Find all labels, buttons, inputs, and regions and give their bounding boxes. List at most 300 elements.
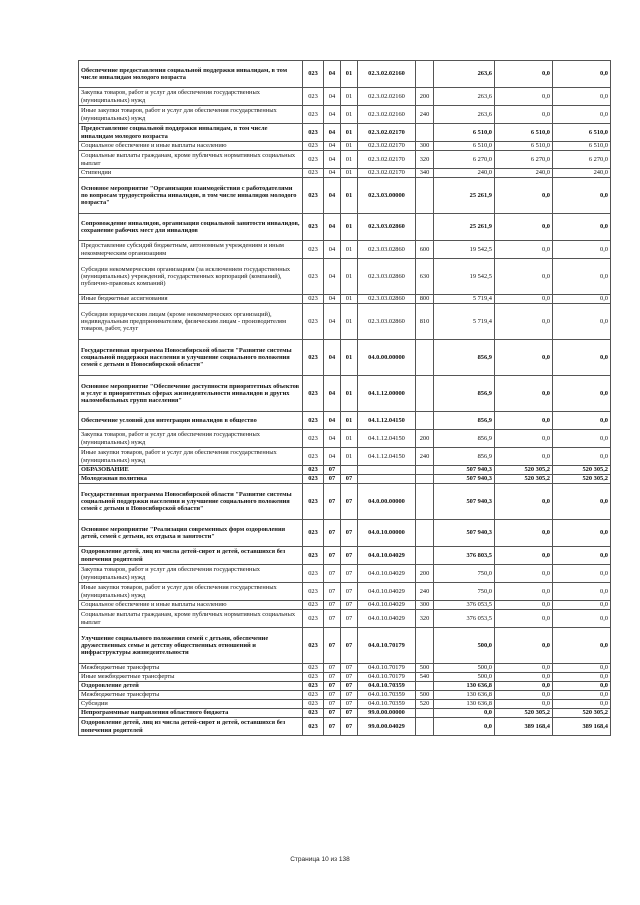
- row-target-article: 02.3.03.00000: [358, 178, 416, 214]
- row-name: Субсидии некоммерческим организациям (за исключением государственных (муниципальных) учреждений, государственных корпораций (компаний), публично-правовых компаний): [79, 259, 303, 295]
- row-sum-year1: 500,0: [434, 673, 495, 682]
- row-sum-year1: 240,0: [434, 169, 495, 178]
- row-grbs: 023: [303, 241, 324, 259]
- table-row: [79, 304, 611, 340]
- row-expense-type: [416, 718, 434, 736]
- row-target-article: 04.0.10.04029: [358, 610, 416, 628]
- row-sum-year3: 0,0: [553, 691, 611, 700]
- table-row: [79, 565, 611, 583]
- row-expense-type: 240: [416, 448, 434, 466]
- row-sum-year3: 0,0: [553, 430, 611, 448]
- row-sum-year3: 0,0: [553, 61, 611, 88]
- row-sum-year3: 6 270,0: [553, 151, 611, 169]
- row-sum-year1: 6 510,0: [434, 142, 495, 151]
- table-row: [79, 88, 611, 106]
- row-name: Обеспечение условий для интеграции инвалидов в общество: [79, 412, 303, 430]
- row-subsection: 01: [341, 124, 358, 142]
- row-section: 07: [324, 466, 341, 475]
- row-sum-year3: 0,0: [553, 214, 611, 241]
- table-row: [79, 682, 611, 691]
- table-row: [79, 178, 611, 214]
- row-subsection: 01: [341, 241, 358, 259]
- row-grbs: 023: [303, 142, 324, 151]
- row-section: 04: [324, 241, 341, 259]
- table-row: [79, 124, 611, 142]
- table-row: [79, 484, 611, 520]
- row-sum-year1: 500,0: [434, 628, 495, 664]
- row-target-article: 04.0.10.70359: [358, 691, 416, 700]
- row-name: Закупка товаров, работ и услуг для обеспечения государственных (муниципальных) нужд: [79, 88, 303, 106]
- row-sum-year3: 0,0: [553, 412, 611, 430]
- row-expense-type: [416, 547, 434, 565]
- row-sum-year2: 0,0: [495, 88, 553, 106]
- row-section: 07: [324, 691, 341, 700]
- row-expense-type: [416, 682, 434, 691]
- row-subsection: 07: [341, 601, 358, 610]
- row-target-article: 02.3.03.02860: [358, 259, 416, 295]
- row-name: ОБРАЗОВАНИЕ: [79, 466, 303, 475]
- row-section: 04: [324, 151, 341, 169]
- row-expense-type: 630: [416, 259, 434, 295]
- row-subsection: 07: [341, 475, 358, 484]
- row-subsection: 01: [341, 178, 358, 214]
- row-section: 04: [324, 61, 341, 88]
- row-section: 04: [324, 448, 341, 466]
- row-name: Иные закупки товаров, работ и услуг для обеспечения государственных (муниципальных) нужд: [79, 583, 303, 601]
- row-subsection: 07: [341, 610, 358, 628]
- row-grbs: 023: [303, 682, 324, 691]
- row-section: 04: [324, 295, 341, 304]
- row-grbs: 023: [303, 88, 324, 106]
- row-sum-year2: 0,0: [495, 601, 553, 610]
- row-sum-year1: 500,0: [434, 664, 495, 673]
- row-subsection: 01: [341, 214, 358, 241]
- table-row: [79, 448, 611, 466]
- row-name: Основное мероприятие "Обеспечение доступности приоритетных объектов и услуг в приоритетных сферах жизнедеятельности инвалидов и других маломобильных групп населения": [79, 376, 303, 412]
- row-sum-year1: 750,0: [434, 565, 495, 583]
- row-subsection: 01: [341, 376, 358, 412]
- row-subsection: 07: [341, 682, 358, 691]
- row-expense-type: [416, 214, 434, 241]
- row-target-article: 04.0.10.70359: [358, 682, 416, 691]
- row-sum-year2: 0,0: [495, 700, 553, 709]
- row-grbs: 023: [303, 610, 324, 628]
- row-expense-type: 200: [416, 430, 434, 448]
- row-sum-year2: 0,0: [495, 106, 553, 124]
- row-target-article: 04.0.00.00000: [358, 340, 416, 376]
- row-name: Оздоровление детей: [79, 682, 303, 691]
- row-sum-year1: 507 940,3: [434, 484, 495, 520]
- row-subsection: 07: [341, 484, 358, 520]
- row-sum-year2: 0,0: [495, 340, 553, 376]
- row-target-article: 04.0.00.00000: [358, 484, 416, 520]
- budget-table-body: [79, 61, 611, 736]
- row-sum-year2: 0,0: [495, 412, 553, 430]
- row-subsection: 07: [341, 673, 358, 682]
- row-sum-year2: 0,0: [495, 583, 553, 601]
- row-section: 04: [324, 169, 341, 178]
- row-sum-year1: 19 542,5: [434, 259, 495, 295]
- row-sum-year3: 520 305,2: [553, 466, 611, 475]
- row-sum-year1: 856,9: [434, 340, 495, 376]
- row-name: Иные закупки товаров, работ и услуг для обеспечения государственных (муниципальных) нужд: [79, 106, 303, 124]
- row-section: 07: [324, 520, 341, 547]
- table-row: [79, 430, 611, 448]
- row-sum-year1: 263,6: [434, 88, 495, 106]
- row-grbs: 023: [303, 448, 324, 466]
- row-expense-type: 320: [416, 610, 434, 628]
- row-expense-type: [416, 475, 434, 484]
- row-grbs: 023: [303, 601, 324, 610]
- row-sum-year2: 0,0: [495, 628, 553, 664]
- row-section: 04: [324, 142, 341, 151]
- row-sum-year1: 856,9: [434, 376, 495, 412]
- row-section: 07: [324, 664, 341, 673]
- row-name: Субсидии: [79, 700, 303, 709]
- row-sum-year3: 0,0: [553, 664, 611, 673]
- row-expense-type: 300: [416, 601, 434, 610]
- row-target-article: 02.3.02.02170: [358, 142, 416, 151]
- row-sum-year2: 0,0: [495, 295, 553, 304]
- row-sum-year3: 0,0: [553, 304, 611, 340]
- row-subsection: 07: [341, 583, 358, 601]
- row-sum-year1: 130 636,8: [434, 700, 495, 709]
- table-row: [79, 673, 611, 682]
- row-sum-year3: 0,0: [553, 448, 611, 466]
- row-name: Иные межбюджетные трансферты: [79, 673, 303, 682]
- row-target-article: 99.0.00.04029: [358, 718, 416, 736]
- row-name: Непрограммные направления областного бюджета: [79, 709, 303, 718]
- row-subsection: 01: [341, 412, 358, 430]
- row-grbs: 023: [303, 520, 324, 547]
- row-section: 07: [324, 718, 341, 736]
- row-section: 04: [324, 178, 341, 214]
- row-sum-year2: 0,0: [495, 61, 553, 88]
- row-section: 04: [324, 412, 341, 430]
- row-sum-year3: 6 510,0: [553, 142, 611, 151]
- row-sum-year3: 0,0: [553, 583, 611, 601]
- row-subsection: 07: [341, 520, 358, 547]
- row-sum-year3: 0,0: [553, 241, 611, 259]
- row-subsection: [341, 466, 358, 475]
- table-row: [79, 214, 611, 241]
- row-target-article: 04.1.12.00000: [358, 376, 416, 412]
- row-sum-year1: 6 510,0: [434, 124, 495, 142]
- row-target-article: 04.0.10.70179: [358, 664, 416, 673]
- table-row: [79, 700, 611, 709]
- row-grbs: 023: [303, 565, 324, 583]
- row-sum-year2: 0,0: [495, 484, 553, 520]
- row-sum-year2: 520 305,2: [495, 709, 553, 718]
- table-row: [79, 241, 611, 259]
- row-sum-year1: 856,9: [434, 412, 495, 430]
- row-section: 04: [324, 304, 341, 340]
- row-sum-year2: 389 168,4: [495, 718, 553, 736]
- row-sum-year3: 0,0: [553, 259, 611, 295]
- row-section: 04: [324, 340, 341, 376]
- row-subsection: 07: [341, 709, 358, 718]
- row-sum-year2: 0,0: [495, 682, 553, 691]
- row-expense-type: [416, 466, 434, 475]
- row-sum-year3: 0,0: [553, 682, 611, 691]
- row-target-article: 04.1.12.04150: [358, 412, 416, 430]
- row-subsection: 01: [341, 61, 358, 88]
- row-subsection: 07: [341, 628, 358, 664]
- row-section: 07: [324, 700, 341, 709]
- row-subsection: 01: [341, 142, 358, 151]
- row-grbs: 023: [303, 466, 324, 475]
- row-name: Межбюджетные трансферты: [79, 664, 303, 673]
- row-grbs: 023: [303, 700, 324, 709]
- table-row: [79, 376, 611, 412]
- row-grbs: 023: [303, 340, 324, 376]
- row-sum-year2: 0,0: [495, 565, 553, 583]
- row-expense-type: 200: [416, 88, 434, 106]
- row-name: Государственная программа Новосибирской области "Развитие системы социальной поддержки населения и улучшение социального положения семей с детьми в Новосибирской области": [79, 484, 303, 520]
- row-subsection: 01: [341, 304, 358, 340]
- row-sum-year3: 0,0: [553, 106, 611, 124]
- row-subsection: 07: [341, 700, 358, 709]
- row-sum-year1: 376 053,5: [434, 601, 495, 610]
- row-grbs: 023: [303, 124, 324, 142]
- row-section: 04: [324, 106, 341, 124]
- row-expense-type: [416, 520, 434, 547]
- row-sum-year2: 0,0: [495, 304, 553, 340]
- row-section: 07: [324, 484, 341, 520]
- row-sum-year2: 6 510,0: [495, 142, 553, 151]
- table-row: [79, 295, 611, 304]
- row-grbs: 023: [303, 673, 324, 682]
- row-grbs: 023: [303, 664, 324, 673]
- row-grbs: 023: [303, 178, 324, 214]
- row-grbs: 023: [303, 304, 324, 340]
- row-subsection: 01: [341, 169, 358, 178]
- row-target-article: 99.0.00.00000: [358, 709, 416, 718]
- row-section: 07: [324, 565, 341, 583]
- row-target-article: [358, 466, 416, 475]
- row-name: Улучшение социального положения семей с детьми, обеспечение дружественных семье и детству общественных отношений и инфраструктуры жизнедеятельности: [79, 628, 303, 664]
- row-sum-year1: 130 636,8: [434, 682, 495, 691]
- row-subsection: 07: [341, 547, 358, 565]
- row-sum-year1: 856,9: [434, 448, 495, 466]
- row-name: Социальное обеспечение и иные выплаты населению: [79, 601, 303, 610]
- row-name: Основное мероприятие "Организация взаимодействия с работодателями по вопросам трудоустройства инвалидов, в том числе инвалидов молодого возраста": [79, 178, 303, 214]
- row-target-article: 02.3.02.02170: [358, 151, 416, 169]
- row-sum-year3: 0,0: [553, 673, 611, 682]
- row-name: Стипендии: [79, 169, 303, 178]
- table-row: [79, 601, 611, 610]
- row-expense-type: 240: [416, 106, 434, 124]
- table-row: [79, 169, 611, 178]
- row-sum-year1: 263,6: [434, 106, 495, 124]
- row-grbs: 023: [303, 169, 324, 178]
- row-sum-year3: 0,0: [553, 565, 611, 583]
- row-section: 07: [324, 610, 341, 628]
- row-sum-year2: 0,0: [495, 520, 553, 547]
- row-sum-year2: 0,0: [495, 673, 553, 682]
- row-sum-year3: 0,0: [553, 376, 611, 412]
- row-name: Иные бюджетные ассигнования: [79, 295, 303, 304]
- row-expense-type: 600: [416, 241, 434, 259]
- row-expense-type: 240: [416, 583, 434, 601]
- row-sum-year3: 520 305,2: [553, 475, 611, 484]
- row-grbs: 023: [303, 295, 324, 304]
- row-sum-year3: 0,0: [553, 88, 611, 106]
- row-sum-year1: 507 940,3: [434, 520, 495, 547]
- row-subsection: 07: [341, 565, 358, 583]
- row-sum-year1: 130 636,8: [434, 691, 495, 700]
- row-sum-year3: 389 168,4: [553, 718, 611, 736]
- row-subsection: 07: [341, 691, 358, 700]
- row-name: Иные закупки товаров, работ и услуг для обеспечения государственных (муниципальных) нужд: [79, 448, 303, 466]
- row-name: Предоставление субсидий бюджетным, автономным учреждениям и иным некоммерческим организациям: [79, 241, 303, 259]
- table-row: [79, 340, 611, 376]
- row-section: 04: [324, 376, 341, 412]
- row-sum-year1: 376 803,5: [434, 547, 495, 565]
- table-row: [79, 466, 611, 475]
- row-subsection: 01: [341, 430, 358, 448]
- row-section: 07: [324, 673, 341, 682]
- row-sum-year3: 520 305,2: [553, 709, 611, 718]
- row-expense-type: 800: [416, 295, 434, 304]
- row-expense-type: [416, 340, 434, 376]
- row-target-article: 04.0.10.04029: [358, 601, 416, 610]
- row-target-article: 02.3.02.02160: [358, 106, 416, 124]
- row-expense-type: 540: [416, 673, 434, 682]
- row-sum-year1: 19 542,5: [434, 241, 495, 259]
- table-row: [79, 61, 611, 88]
- table-row: [79, 142, 611, 151]
- row-subsection: 07: [341, 718, 358, 736]
- row-target-article: 02.3.02.02170: [358, 169, 416, 178]
- table-row: [79, 718, 611, 736]
- row-section: 07: [324, 583, 341, 601]
- table-row: [79, 520, 611, 547]
- row-sum-year1: 0,0: [434, 718, 495, 736]
- row-sum-year3: 0,0: [553, 484, 611, 520]
- row-sum-year3: 0,0: [553, 700, 611, 709]
- row-sum-year2: 6 270,0: [495, 151, 553, 169]
- row-sum-year2: 0,0: [495, 430, 553, 448]
- row-sum-year2: 0,0: [495, 178, 553, 214]
- row-name: Закупка товаров, работ и услуг для обеспечения государственных (муниципальных) нужд: [79, 430, 303, 448]
- table-row: [79, 547, 611, 565]
- row-sum-year1: 5 719,4: [434, 295, 495, 304]
- row-grbs: 023: [303, 691, 324, 700]
- row-subsection: 07: [341, 664, 358, 673]
- row-sum-year1: 263,6: [434, 61, 495, 88]
- row-expense-type: [416, 376, 434, 412]
- row-expense-type: 810: [416, 304, 434, 340]
- table-row: [79, 259, 611, 295]
- row-expense-type: 320: [416, 151, 434, 169]
- row-section: 07: [324, 601, 341, 610]
- row-sum-year3: 240,0: [553, 169, 611, 178]
- row-section: 07: [324, 475, 341, 484]
- row-subsection: 01: [341, 151, 358, 169]
- row-expense-type: [416, 178, 434, 214]
- row-expense-type: 500: [416, 664, 434, 673]
- row-grbs: 023: [303, 376, 324, 412]
- row-sum-year2: 0,0: [495, 259, 553, 295]
- row-subsection: 01: [341, 295, 358, 304]
- row-name: Сопровождение инвалидов, организация социальной занятости инвалидов, сохранение рабочих мест для инвалидов: [79, 214, 303, 241]
- row-target-article: [358, 475, 416, 484]
- row-sum-year2: 0,0: [495, 547, 553, 565]
- row-name: Закупка товаров, работ и услуг для обеспечения государственных (муниципальных) нужд: [79, 565, 303, 583]
- row-name: Молодежная политика: [79, 475, 303, 484]
- row-grbs: 023: [303, 709, 324, 718]
- row-target-article: 02.3.03.02860: [358, 241, 416, 259]
- row-sum-year1: 0,0: [434, 709, 495, 718]
- row-sum-year3: 0,0: [553, 520, 611, 547]
- row-sum-year3: 0,0: [553, 601, 611, 610]
- row-name: Оздоровление детей, лиц из числа детей-сирот и детей, оставшихся без попечения родителей: [79, 547, 303, 565]
- row-target-article: 02.3.02.02170: [358, 124, 416, 142]
- row-sum-year2: 0,0: [495, 610, 553, 628]
- row-sum-year1: 6 270,0: [434, 151, 495, 169]
- row-section: 04: [324, 214, 341, 241]
- row-target-article: 02.3.02.02160: [358, 61, 416, 88]
- row-grbs: 023: [303, 475, 324, 484]
- table-row: [79, 664, 611, 673]
- table-row: [79, 628, 611, 664]
- row-section: 04: [324, 259, 341, 295]
- row-target-article: 04.0.10.04029: [358, 583, 416, 601]
- row-sum-year1: 856,9: [434, 430, 495, 448]
- row-sum-year2: 0,0: [495, 376, 553, 412]
- table-row: [79, 412, 611, 430]
- row-sum-year2: 520 305,2: [495, 466, 553, 475]
- row-subsection: 01: [341, 259, 358, 295]
- row-target-article: 04.0.10.04029: [358, 565, 416, 583]
- row-grbs: 023: [303, 583, 324, 601]
- row-section: 04: [324, 124, 341, 142]
- row-expense-type: [416, 628, 434, 664]
- page-number-footer: Страница 10 из 138: [290, 856, 350, 863]
- row-sum-year1: 507 940,3: [434, 466, 495, 475]
- row-sum-year3: 0,0: [553, 628, 611, 664]
- row-expense-type: [416, 484, 434, 520]
- row-name: Предоставление социальной поддержки инвалидам, в том числе инвалидам молодого возраста: [79, 124, 303, 142]
- row-grbs: 023: [303, 718, 324, 736]
- row-expense-type: 340: [416, 169, 434, 178]
- row-target-article: 04.1.12.04150: [358, 448, 416, 466]
- row-target-article: 04.0.10.70359: [358, 700, 416, 709]
- budget-table-page: [78, 60, 610, 736]
- table-row: [79, 709, 611, 718]
- row-target-article: 04.0.10.70179: [358, 628, 416, 664]
- row-expense-type: [416, 412, 434, 430]
- row-sum-year2: 240,0: [495, 169, 553, 178]
- row-target-article: 02.3.03.02860: [358, 214, 416, 241]
- row-expense-type: 500: [416, 691, 434, 700]
- row-section: 07: [324, 709, 341, 718]
- row-subsection: 01: [341, 448, 358, 466]
- table-row: [79, 475, 611, 484]
- row-target-article: 02.3.02.02160: [358, 88, 416, 106]
- budget-table: [78, 60, 611, 736]
- row-expense-type: 520: [416, 700, 434, 709]
- row-grbs: 023: [303, 430, 324, 448]
- row-sum-year3: 6 510,0: [553, 124, 611, 142]
- row-sum-year2: 0,0: [495, 214, 553, 241]
- table-row: [79, 583, 611, 601]
- row-subsection: 01: [341, 88, 358, 106]
- row-sum-year3: 0,0: [553, 340, 611, 376]
- row-sum-year2: 520 305,2: [495, 475, 553, 484]
- row-grbs: 023: [303, 412, 324, 430]
